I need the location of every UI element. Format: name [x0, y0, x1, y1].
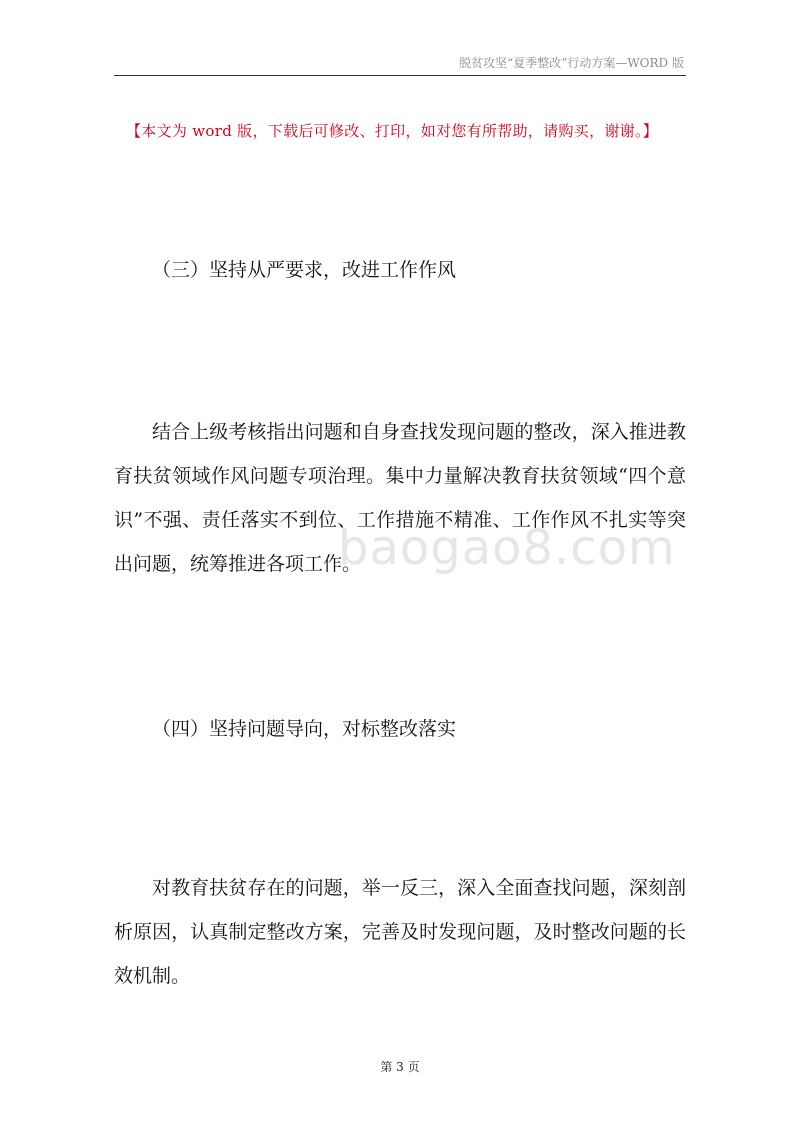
purchase-notice: 【本文为 word 版，下载后可修改、打印，如对您有所帮助，请购买，谢谢。】	[126, 122, 659, 140]
section-body-3: 结合上级考核指出问题和自身查找发现问题的整改，深入推进教育扶贫领域作风问题专项治理。集中力量解决教育扶贫领域“四个意识”不强、责任落实不到位、工作措施不精准、工作作风不扎实等突出问题，统筹推进各项工作。	[114, 421, 686, 575]
section-heading-3: （三）坚持从严要求，改进工作作风	[152, 259, 457, 281]
header-divider	[114, 75, 686, 76]
running-header: 脱贫攻坚“夏季整改”行动方案—WORD 版	[459, 56, 684, 70]
section-body-4: 对教育扶贫存在的问题，举一反三，深入全面查找问题，深刻剖析原因，认真制定整改方案，完善及时发现问题，及时整改问题的长效机制。	[114, 877, 686, 987]
watermark: baogao8.com	[338, 520, 676, 576]
page-number: 第 3 页	[380, 1060, 420, 1074]
section-heading-4: （四）坚持问题导向，对标整改落实	[152, 718, 457, 740]
